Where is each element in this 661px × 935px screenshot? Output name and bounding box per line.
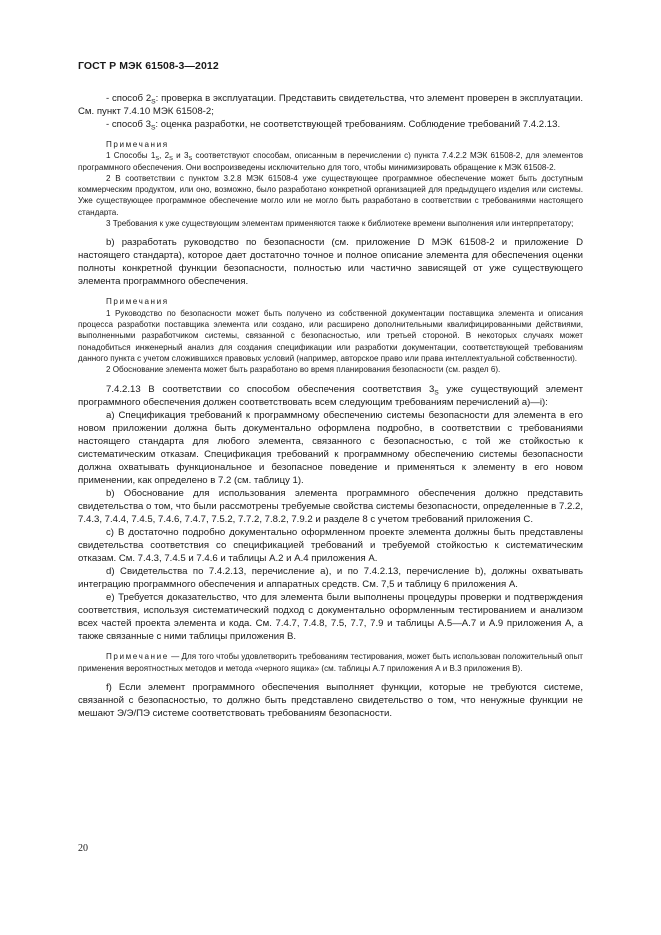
requirement-a: а) Спецификация требований к программному обеспечению системы безопасности для элемента в его новом приложении должна быть документально оформлена подробно, в соответствии с требованиями настоящего стандарта для любого элемента, связанного с безопасностью, с той же стойкостью к систематическим отказам. Спецификация требований к программному обеспечению системы безопасности должна охватывать функциональное и безопасное поведение и применяться к элементу в его новом применении, как определено в 7.2 (см. таблицу 1). <box>78 410 583 487</box>
clause-7-4-2-13: 7.4.2.13 В соответствии со способом обеспечения соответствия $3_S$ уже существующий элемент программного обеспечения должен соответствовать всем следующим требованиям перечислений а)—i): <box>78 384 583 409</box>
item-b-paragraph: b) разработать руководство по безопасности (см. приложение D МЭК 61508-2 и приложение D настоящего стандарта), которое дает достаточно точное и полное описание элемента для обеспечения оценки полноты конкретной функции безопасности, полностью или частично зависящей от уже существующего элемента программного обеспечения. <box>78 237 583 288</box>
note-1-2: 2 В соответствии с пунктом 3.2.8 МЭК 61508-4 уже существующее программное обеспечение может быть доступным коммерческим продуктом, или оно, возможно, было разработано конкретной организацией для предыдущего изделия или системы. Уже существующее программное обеспечение могло или не могло быть разработано в соответствии с требованиями настоящего стандарта. <box>78 173 583 217</box>
note-1-3: 3 Требования к уже существующим элементам применяются также к библиотеке времени выполнения или интерпретатору; <box>106 219 574 229</box>
requirement-d: d) Свидетельства по 7.4.2.13, перечисление а), и по 7.4.2.13, перечисление b), должны охватывать интеграцию программного обеспечения и аппаратных средств. См. 7,5 и таблицу 6 приложения А. <box>78 566 583 591</box>
requirement-f: f) Если элемент программного обеспечения выполняет функции, которые не требуются системе, связанной с безопасностью, то должно быть представлено свидетельство о том, что ненужные функции не мешают Э/Э/ПЭ системе соответствовать требованиям безопасности. <box>78 682 583 720</box>
note-1-1: 1 Способы $1_S$, $2_S$ и $3_S$ соответствуют способам, описанным в перечислении с) пункта 7.4.2.2 МЭК 61508-2, для элементов программного обеспечения. Они воспроизведены исключительно для того, чтобы минимизировать обращение к МЭК 61508-2. <box>78 151 583 172</box>
notes-heading-2: Примечания <box>106 297 169 307</box>
requirement-e: е) Требуется доказательство, что для элемента были выполнены процедуры проверки и подтверждения соответствия, используя систематический подход с документально оформленным тестированием и анализом всех частей проекта элемента и кода. См. 7.4.7, 7.4.8, 7.5, 7.7, 7.9 и таблицы А.5—А.7 и А.9 приложения А, а также связанные с ними таблицы приложения В. <box>78 592 583 643</box>
note-2-1: 1 Руководство по безопасности может быть получено из собственной документации поставщика элемента и описания процесса разработки поставщика элемента или создано, или расширено дополнительными квалифицированными действиями, выполненными разработчиком системы, связанной с безопасностью, или третьей стороной. В некоторых случаях может понадобиться инженерный анализ для создания спецификации или разработки документации, соответствующей требованиям данного пункта с учетом сложившихся правовых условий (например, авторское право или права интеллектуальной собственности). <box>78 308 583 363</box>
note-3: Примечание — Для того чтобы удовлетворить требованиям тестирования, может быть использован положительный опыт применения вероятностных методов и метода «черного ящика» (см. таблицы А.7 приложения А и В.3 приложения В). <box>78 652 583 673</box>
page-number: 20 <box>78 843 88 854</box>
requirement-b: b) Обоснование для использования элемента программного обеспечения должно представить свидетельства о том, что были рассмотрены требуемые свойства системы безопасности, определенные в 7.2.2, 7.4.3, 7.4.4, 7.4.5, 7.4.6, 7.4.7, 7.5.2, 7.7.2, 7.8.2, 7.9.2 и разделе 8 с учетом требований приложения С. <box>78 488 583 526</box>
requirement-c: с) В достаточно подробно документально оформленном проекте элемента должны быть представлены свидетельства соответствия со спецификацией требований и требуемой стойкостью к систематическим отказам. См. 7.4.3, 7.4.5 и 7.4.6 и таблицы А.2 и А.4 приложения А. <box>78 527 583 565</box>
way-3-paragraph: - способ $3_S$: оценка разработки, не соответствующей требованиям. Соблюдение требований 7.4.2.13. <box>106 119 561 132</box>
note-2-2: 2 Обоснование элемента может быть разработано во время планирования безопасности (см. раздел 6). <box>106 365 501 375</box>
note-3-label: Примечание <box>106 652 169 662</box>
document-header: ГОСТ Р МЭК 61508-3—2012 <box>78 60 219 72</box>
way-2-paragraph: - способ $2_S$: проверка в эксплуатации. Представить свидетельства, что элемент проверен в эксплуатации. См. пункт 7.4.10 МЭК 61508-2; <box>78 93 583 117</box>
notes-heading: Примечания <box>106 140 169 149</box>
page-body <box>78 92 583 720</box>
